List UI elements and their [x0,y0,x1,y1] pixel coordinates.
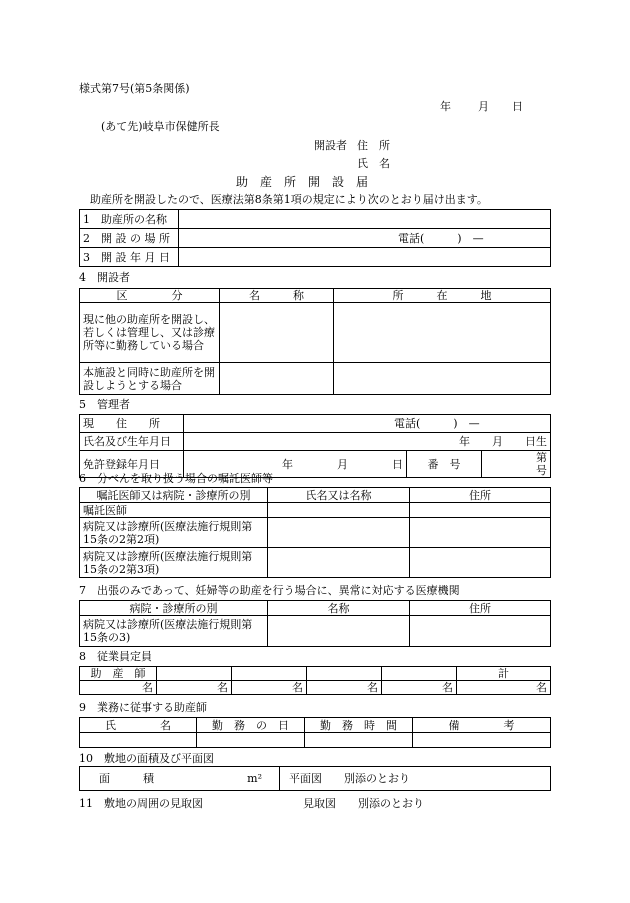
doctor-hospital2-address[interactable] [410,518,551,548]
staff-col-total: 計 [457,667,551,681]
schedule-col-notes: 備 考 [413,718,551,733]
open-date-label: 3 開 設 年 月 日 [80,248,179,267]
schedule-notes-field[interactable] [413,733,551,748]
doctor-row-hospital-3: 病院又は診療所(医療法施行規則第15条の2第3項) [80,548,268,578]
staff-col-3 [232,667,307,681]
section4-heading: 4 開設者 [79,271,130,284]
staff-count-4[interactable] [307,681,382,695]
doctor-hospital2-name[interactable] [268,518,410,548]
section6-heading: 6 分べんを取り扱う場合の嘱託医師等 [79,472,273,485]
schedule-col-name: 氏 名 [80,718,197,733]
founder-col-category: 区 分 [80,289,220,303]
staff-count-3[interactable] [232,681,307,695]
doctor-col-type: 嘱託医師又は病院・診療所の別 [80,488,268,503]
schedule-name-field[interactable] [80,733,197,748]
unit-label: 名 [536,681,547,694]
manager-table [79,414,613,478]
founder-existing-name[interactable] [220,303,334,363]
founder-existing-address[interactable] [334,303,551,363]
doctor-row-consulting: 嘱託医師 [80,503,268,518]
unit-label: 名 [142,681,153,694]
section5-heading: 5 管理者 [79,398,130,411]
site-area-table [79,766,551,791]
staff-col-4 [307,667,382,681]
schedule-col-days: 勤 務 の 日 [197,718,305,733]
doctor-consulting-name[interactable] [268,503,410,518]
site-area-unit: m² [247,772,262,785]
staff-col-2 [157,667,232,681]
form-number: 様式第7号(第5条関係) [79,82,190,95]
founder-row-existing: 現に他の助産所を開設し、若しくは管理し、又は診療所等に勤務している場合 [80,303,220,363]
founder-col-name: 名 称 [220,289,334,303]
doctor-col-address: 住所 [410,488,551,503]
unit-label: 名 [217,681,228,694]
facility-name-field[interactable] [179,210,551,229]
floor-plan-text: 平面図 別添のとおり [289,772,410,785]
founder-table [79,288,551,395]
applicant-name-label: 氏 名 [357,157,390,170]
location-phone: 電話( ) — [398,231,484,245]
site-area-cell[interactable] [80,767,280,791]
location-field[interactable] [179,229,551,248]
facility-hospital-name[interactable] [268,616,410,647]
facility-name-label: 1 助産所の名称 [80,210,179,229]
basic-info-table [79,209,551,267]
date-year: 年 [440,100,451,113]
founder-row-simultaneous: 本施設と同時に助産所を開設しようとする場合 [80,363,220,395]
staff-count-5[interactable] [382,681,457,695]
section8-heading: 8 従業員定員 [79,650,152,663]
doctor-consulting-address[interactable] [410,503,551,518]
addressee: (あて先)岐阜市保健所長 [101,120,220,133]
date-day: 日 [512,100,523,113]
date-month: 月 [478,100,489,113]
manager-dob-suffix: 年 月 日生 [459,435,547,448]
midwife-schedule-table [79,717,551,748]
staff-col-5 [382,667,457,681]
license-date-text: 年 月 日 [282,457,403,471]
manager-name-dob-label: 氏名及び生年月日 [80,433,184,451]
schedule-col-hours: 勤 務 時 間 [305,718,413,733]
manager-phone: 電話( ) — [394,417,480,430]
applicant-address-label: 住 所 [357,139,390,152]
schedule-hours-field[interactable] [305,733,413,748]
section11-heading: 11 敷地の周囲の見取図 [79,797,203,810]
unit-label: 名 [442,681,453,694]
staff-count-2[interactable] [157,681,232,695]
doctor-hospital3-address[interactable] [410,548,551,578]
facility-row-hospital: 病院又は診療所(医療法施行規則第15条の3) [80,616,268,647]
manager-address-field[interactable] [184,415,551,433]
founder-simultaneous-name[interactable] [220,363,334,395]
staff-count-midwife[interactable] [80,681,157,695]
document-title: 助 産 所 開 設 届 [236,175,369,189]
manager-address-label: 現 住 所 [80,415,184,433]
section10-heading: 10 敷地の面積及び平面図 [79,752,214,765]
facility-col-type: 病院・診療所の別 [80,601,268,616]
site-area-label: 面 積 [99,772,154,785]
intro-text: 助産所を開設したので、医療法第8条第1項の規定により次のとおり届け出ます。 [90,193,488,206]
staff-table [79,666,551,695]
floor-plan-cell [280,767,551,791]
section9-heading: 9 業務に従事する助産師 [79,701,207,714]
facility-col-name: 名称 [268,601,410,616]
license-number-text: 第 号 [536,451,613,477]
founder-simultaneous-address[interactable] [334,363,551,395]
manager-name-dob-field[interactable] [184,433,551,451]
location-label: 2 開 設 の 場 所 [80,229,179,248]
emergency-facility-table [79,600,551,647]
unit-label: 名 [367,681,378,694]
section7-heading: 7 出張のみであって、妊婦等の助産を行う場合に、異常に対応する医療機関 [79,584,460,597]
founder-col-address: 所 在 地 [334,289,551,303]
facility-hospital-address[interactable] [410,616,551,647]
license-number-field[interactable] [482,451,613,478]
license-date-label: 免許登録年月日 [80,451,184,478]
doctor-hospital3-name[interactable] [268,548,410,578]
facility-col-address: 住所 [410,601,551,616]
surroundings-map-text: 見取図 別添のとおり [303,797,424,810]
applicant-label: 開設者 [314,139,347,152]
staff-count-total[interactable] [457,681,551,695]
schedule-days-field[interactable] [197,733,305,748]
consulting-doctor-table [79,487,551,578]
license-number-label: 番 号 [407,451,482,478]
unit-label: 名 [292,681,303,694]
doctor-row-hospital-2: 病院又は診療所(医療法施行規則第15条の2第2項) [80,518,268,548]
doctor-col-name: 氏名又は名称 [268,488,410,503]
open-date-field[interactable] [179,248,551,267]
staff-col-midwife: 助 産 師 [80,667,157,681]
